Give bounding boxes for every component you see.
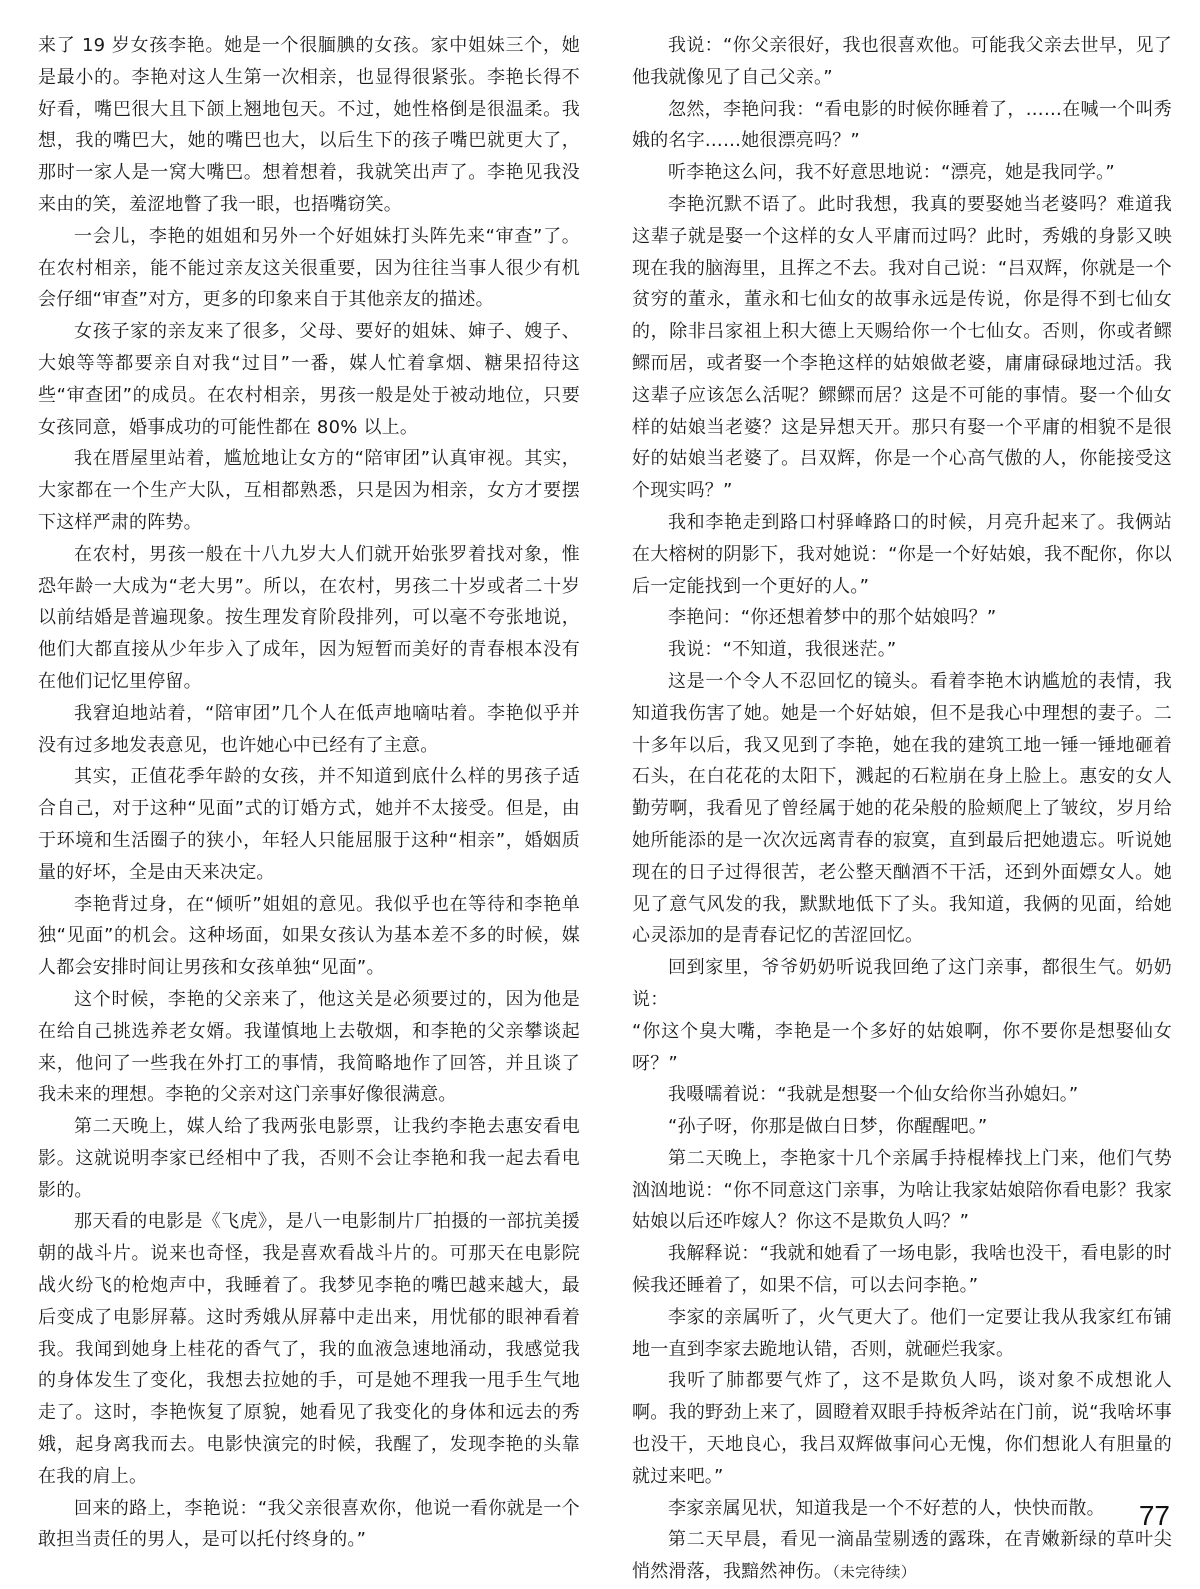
paragraph: 回来的路上，李艳说：“我父亲很喜欢你，他说一看你就是一个敢担当责任的男人，是可以托付终身的。” xyxy=(38,1497,580,1551)
paragraph: 第二天晚上，媒人给了我两张电影票，让我约李艳去惠安看电影。这就说明李家已经相中了我，否则不会让李艳和我一起去看电影的。 xyxy=(38,1116,580,1201)
paragraph: 这个时候，李艳的父亲来了，他这关是必须要过的，因为他是在给自己挑选养老女婿。我谨慎地上去敬烟，和李艳的父亲攀谈起来，他问了一些我在外打工的事情，我简略地作了回答，并且谈了我未来的理想。李艳的父亲对这门亲事好像很满意。 xyxy=(38,988,580,1106)
paragraph: 我窘迫地站着，“陪审团”几个人在低声地嘀咕着。李艳似乎并没有过多地发表意见，也许她心中已经有了主意。 xyxy=(38,702,580,756)
paragraph: 李家的亲属听了，火气更大了。他们一定要让我从我家红布铺地一直到李家去跪地认错，否则，就砸烂我家。 xyxy=(632,1306,1172,1360)
left-text-column xyxy=(38,30,580,1556)
paragraph: 第二天晚上，李艳家十几个亲属手持棍棒找上门来，他们气势汹汹地说：“你不同意这门亲事，为啥让我家姑娘陪你看电影？我家姑娘以后还咋嫁人？你这不是欺负人吗？” xyxy=(632,1147,1172,1233)
paragraph: 回到家里，爷爷奶奶听说我回绝了这门亲事，都很生气。奶奶说： xyxy=(632,957,1172,1010)
paragraph: 来了 19 岁女孩李艳。她是一个很腼腆的女孩。家中姐妹三个，她是最小的。李艳对这人生第一次相亲，也显得很紧张。李艳长得不好看，嘴巴很大且下颌上翘地包天。不过，她性格倒是很温柔。我想，我的嘴巴大，她的嘴巴也大，以后生下的孩子嘴巴就更大了，那时一家人是一窝大嘴巴。想着想着，我就笑出声了。李艳见我没来由的笑，羞涩地瞥了我一眼，也捂嘴窃笑。 xyxy=(38,35,580,215)
paragraph: 我听了肺都要气炸了，这不是欺负人吗，谈对象不成想讹人啊。我的野劲上来了，圆瞪着双眼手持板斧站在门前，说“我啥坏事也没干，天地良心，我吕双辉做事问心无愧，你们想讹人有胆量的就过来吧。” xyxy=(632,1370,1172,1487)
page-number: 77 xyxy=(1138,1500,1170,1531)
paragraph: 我嗫嚅着说：“我就是想娶一个仙女给你当孙媳妇。” xyxy=(668,1084,1079,1106)
paragraph: 其实，正值花季年龄的女孩，并不知道到底什么样的男孩子适合自己，对于这种“见面”式的订婚方式，她并不太接受。但是，由于环境和生活圈子的狭小，年轻人只能屈服于这种“相亲”，婚姻质量的好坏，全是由天来决定。 xyxy=(38,766,580,883)
paragraph: 忽然，李艳问我：“看电影的时候你睡着了，……在喊一个叫秀娥的名字……她很漂亮吗？” xyxy=(632,98,1172,152)
right-text-column xyxy=(632,30,1172,1589)
paragraph: 李艳背过身，在“倾听”姐姐的意见。我似乎也在等待和李艳单独“见面”的机会。这种场面，如果女孩认为基本差不多的时候，媒人都会安排时间让男孩和女孩单独“见面”。 xyxy=(38,893,580,979)
paragraph: 李艳沉默不语了。此时我想，我真的要娶她当老婆吗？难道我这辈子就是娶一个这样的女人平庸而过吗？此时，秀娥的身影又映现在我的脑海里，且挥之不去。我对自己说：“吕双辉，你就是一个贫穷的董永，董永和七仙女的故事永远是传说，你是得不到七仙女的，除非吕家祖上积大德上天赐给你一个七仙女。否则，你或者鳏鳏而居，或者娶一个李艳这样的姑娘做老婆，庸庸碌碌地过活。我这辈子应该怎么活呢？鳏鳏而居？这是不可能的事情。娶一个仙女样的姑娘当老婆？这是异想天开。那只有娶一个平庸的相貌不是很好的姑娘当老婆了。吕双辉，你是一个心高气傲的人，你能接受这个现实吗？” xyxy=(632,193,1172,502)
paragraph: 我说：“不知道，我很迷茫。” xyxy=(668,639,897,661)
paragraph: 这是一个令人不忍回忆的镜头。看着李艳木讷尴尬的表情，我知道我伤害了她。她是一个好姑娘，但不是我心中理想的妻子。二十多年以后，我又见到了李艳，她在我的建筑工地一锤一锤地砸着石头，在白花花的太阳下，溅起的石粒崩在身上脸上。惠安的女人勤劳啊，我看见了曾经属于她的花朵般的脸颊爬上了皱纹，岁月给她所能添的是一次次远离青春的寂寞，直到最后把她遗忘。听说她现在的日子过得很苦，老公整天酗酒不干活，还到外面嫖女人。她见了意气风发的我，默默地低下了头。我知道，我俩的见面，给她心灵添加的是青春记忆的苦涩回忆。 xyxy=(632,670,1172,947)
paragraph-text: 第二天早晨，看见一滴晶莹剔透的露珠，在青嫩新绿的草叶尖悄然滑落，我黯然神伤。 xyxy=(632,1529,1172,1583)
paragraph: 那天看的电影是《飞虎》，是八一电影制片厂拍摄的一部抗美援朝的战斗片。说来也奇怪，我是喜欢看战斗片的。可那天在电影院战火纷飞的枪炮声中，我睡着了。我梦见李艳的嘴巴越来越大，最后变成了电影屏幕。这时秀娥从屏幕中走出来，用忧郁的眼神看着我。我闻到她身上桂花的香气了，我的血液急速地涌动，我感觉我的身体发生了变化，我想去拉她的手，可是她不理我一甩手生气地走了。这时，李艳恢复了原貌，她看见了我变化的身体和远去的秀娥，起身离我而去。电影快演完的时候，我醒了，发现李艳的头靠在我的肩上。 xyxy=(38,1211,580,1487)
paragraph: 一会儿，李艳的姐姐和另外一个好姐妹打头阵先来“审查”了。在农村相亲，能不能过亲友这关很重要，因为往往当事人很少有机会仔细“审查”对方，更多的印象来自于其他亲友的描述。 xyxy=(38,225,580,311)
paragraph: 我说：“你父亲很好，我也很喜欢他。可能我父亲去世早，见了他我就像见了自己父亲。” xyxy=(632,35,1172,88)
final-paragraph xyxy=(632,1524,1172,1589)
paragraph: 李家亲属见状，知道我是一个不好惹的人，快快而散。 xyxy=(668,1497,1105,1519)
paragraph: 我解释说：“我就和她看了一场电影，我啥也没干，看电影的时候我还睡着了，如果不信，可以去问李艳。” xyxy=(632,1243,1172,1297)
paragraph: 听李艳这么问，我不好意思地说：“漂亮，她是我同学。” xyxy=(668,162,1115,184)
paragraph: 我和李艳走到路口村驿峰路口的时候，月亮升起来了。我俩站在大榕树的阴影下，我对她说：“你是一个好姑娘，我不配你，你以后一定能找到一个更好的人。” xyxy=(632,511,1172,597)
paragraph: “你这个臭大嘴，李艳是一个多好的姑娘啊，你不要你是想娶仙女呀？” xyxy=(632,1020,1172,1074)
paragraph: 李艳问：“你还想着梦中的那个姑娘吗？” xyxy=(668,607,997,629)
paragraph: “孙子呀，你那是做白日梦，你醒醒吧。” xyxy=(668,1116,988,1138)
paragraph: 在农村，男孩一般在十八九岁大人们就开始张罗着找对象，惟恐年龄一大成为“老大男”。所以，在农村，男孩二十岁或者二十岁以前结婚是普遍现象。按生理发育阶段排列，可以毫不夸张地说，他们大都直接从少年步入了成年，因为短暂而美好的青春根本没有在他们记忆里停留。 xyxy=(38,543,580,692)
paragraph: 我在厝屋里站着，尴尬地让女方的“陪审团”认真审视。其实，大家都在一个生产大队，互相都熟悉，只是因为相亲，女方才要摆下这样严肃的阵势。 xyxy=(38,448,580,533)
to-be-continued-note: （未完待续） xyxy=(832,1563,916,1582)
paragraph: 女孩子家的亲友来了很多，父母、要好的姐妹、婶子、嫂子、大娘等等都要亲自对我“过目”一番，媒人忙着拿烟、糖果招待这些“审查团”的成员。在农村相亲，男孩一般是处于被动地位，只要女孩同意，婚事成功的可能性都在 80% 以上。 xyxy=(38,321,580,438)
